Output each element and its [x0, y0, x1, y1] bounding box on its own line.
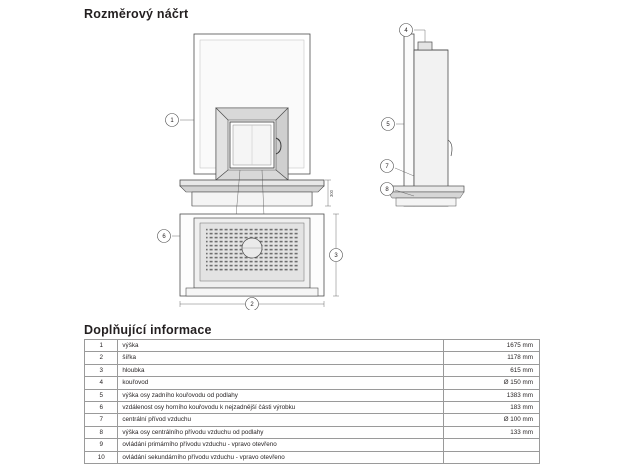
- table-row: [85, 352, 540, 364]
- callout-1: 1: [170, 118, 174, 125]
- table-body: [85, 340, 540, 464]
- row-description: ovládání sekundárního přívodu vzduchu - vpravo otevřeno: [118, 451, 444, 463]
- page-title-dimensions: Rozměrový náčrt: [84, 7, 189, 21]
- row-value: 1383 mm: [444, 389, 540, 401]
- table-row: [85, 426, 540, 438]
- row-value: [444, 451, 540, 463]
- callout-7: 7: [385, 164, 389, 171]
- row-value: 133 mm: [444, 426, 540, 438]
- row-number: 9: [85, 439, 118, 451]
- additional-info-table: [84, 339, 540, 464]
- front-view: [166, 34, 335, 229]
- callout-6: 6: [162, 234, 166, 241]
- row-value: 1675 mm: [444, 340, 540, 352]
- row-number: 5: [85, 389, 118, 401]
- table-row: [85, 402, 540, 414]
- row-description: vzdálenost osy horního kouřovodu k nejzadnější části výrobku: [118, 402, 444, 414]
- side-view: [381, 24, 465, 207]
- row-value: Ø 150 mm: [444, 377, 540, 389]
- row-number: 8: [85, 426, 118, 438]
- table-row: [85, 340, 540, 352]
- row-value: 615 mm: [444, 364, 540, 376]
- row-description: šířka: [118, 352, 444, 364]
- row-number: 10: [85, 451, 118, 463]
- technical-drawing: [84, 20, 540, 310]
- row-description: výška osy zadního kouřovodu od podlahy: [118, 389, 444, 401]
- row-value: 1178 mm: [444, 352, 540, 364]
- callout-2: 2: [250, 302, 254, 309]
- row-value: [444, 439, 540, 451]
- row-number: 2: [85, 352, 118, 364]
- row-number: 4: [85, 377, 118, 389]
- row-number: 1: [85, 340, 118, 352]
- row-description: hloubka: [118, 364, 444, 376]
- row-description: kouřovod: [118, 377, 444, 389]
- table-row: [85, 451, 540, 463]
- callout-5: 5: [386, 122, 390, 129]
- row-value: 183 mm: [444, 402, 540, 414]
- front-small-dimension-label: 300: [329, 190, 334, 197]
- callout-8: 8: [385, 187, 389, 194]
- row-number: 3: [85, 364, 118, 376]
- row-description: výška osy centrálního přívodu vzduchu od podlahy: [118, 426, 444, 438]
- row-description: ovládání primárního přívodu vzduchu - vpravo otevřeno: [118, 439, 444, 451]
- row-description: výška: [118, 340, 444, 352]
- row-value: Ø 100 mm: [444, 414, 540, 426]
- table-row: [85, 389, 540, 401]
- table-row: [85, 364, 540, 376]
- row-description: centrální přívod vzduchu: [118, 414, 444, 426]
- row-number: 7: [85, 414, 118, 426]
- table-row: [85, 439, 540, 451]
- top-view: [158, 214, 343, 310]
- page-title-info: Doplňující informace: [84, 323, 212, 337]
- table-row: [85, 414, 540, 426]
- callout-3: 3: [334, 253, 338, 260]
- row-number: 6: [85, 402, 118, 414]
- callout-4: 4: [404, 28, 408, 35]
- table-row: [85, 377, 540, 389]
